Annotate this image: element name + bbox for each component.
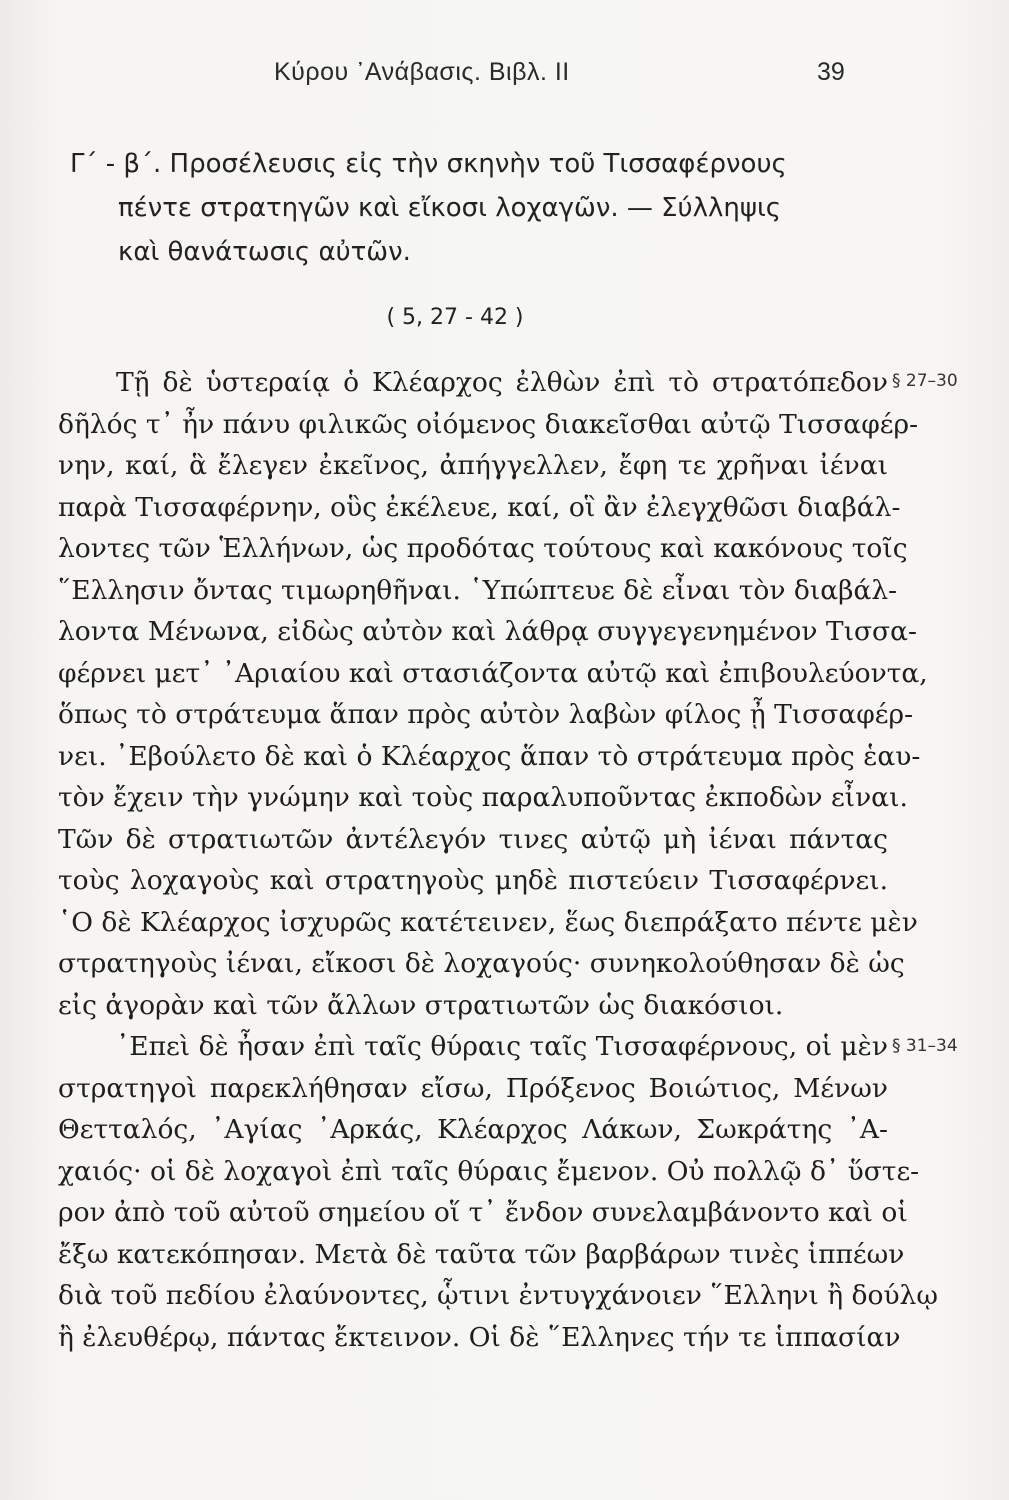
text-line: Τῶν δὲ στρατιωτῶν ἀντέλεγόν τινες αὐτῷ μὴ ἰέναι πάντας bbox=[58, 823, 888, 855]
text-line: ᾿Επεὶ δὲ ἦσαν ἐπὶ ταῖς θύραις ταῖς Τισσαφέρνους, οἱ μὲν bbox=[116, 1031, 888, 1062]
text-line: τὸν ἔχειν τὴν γνώμην καὶ τοὺς παραλυποῦντας ἐκποδὼν εἶναι. bbox=[58, 782, 908, 813]
text-line: Θετταλός, ᾿Αγίας ᾿Αρκάς, Κλέαρχος Λάκων, Σωκράτης ᾿Α- bbox=[58, 1114, 888, 1145]
text-line: χαιός· οἱ δὲ λοχαγοὶ ἐπὶ ταῖς θύραις ἔμενον. Οὐ πολλῷ δ᾿ ὕστε- bbox=[58, 1155, 920, 1187]
text-line: λοντα Μένωνα, εἰδὼς αὐτὸν καὶ λάθρᾳ συγγεγενημένον Τισσα- bbox=[58, 616, 917, 647]
passage-reference: ( 5, 27 - 42 ) bbox=[386, 305, 524, 330]
margin-section-note: § 31–34 bbox=[892, 1036, 958, 1056]
section-heading-line: πέντε στρατηγῶν καὶ εἴκοσι λοχαγῶν. — Σύλληψις bbox=[118, 193, 782, 223]
text-line: Τῇ δὲ ὑστεραίᾳ ὁ Κλέαρχος ἐλθὼν ἐπὶ τὸ στρατόπεδον bbox=[116, 367, 888, 398]
text-line: δῆλός τ᾿ ἦν πάνυ φιλικῶς οἰόμενος διακεῖσθαι αὐτῷ Τισσαφέρ- bbox=[58, 408, 919, 440]
text-line: ἢ ἐλευθέρῳ, πάντας ἔκτεινον. Οἱ δὲ ῞Ελληνες τήν τε ἱππασίαν bbox=[58, 1321, 901, 1353]
text-line: φέρνει μετ᾿ ᾿Αριαίου καὶ στασιάζοντα αὐτῷ καὶ ἐπιβουλεύοντα, bbox=[58, 657, 928, 689]
text-line: παρὰ Τισσαφέρνην, οὓς ἐκέλευε, καί, οἳ ἂν ἐλεγχθῶσι διαβάλ- bbox=[58, 491, 901, 523]
section-heading bbox=[70, 142, 900, 274]
text-line: ρον ἀπὸ τοῦ αὐτοῦ σημείου οἵ τ᾿ ἔνδον συνελαμβάνοντο καὶ οἱ bbox=[58, 1197, 908, 1228]
text-line: τοὺς λοχαγοὺς καὶ στρατηγοὺς μηδὲ πιστεύειν Τισσαφέρνει. bbox=[58, 865, 888, 896]
text-line: νει. ᾿Εβούλετο δὲ καὶ ὁ Κλέαρχος ἅπαν τὸ στράτευμα πρὸς ἑαυ- bbox=[58, 740, 921, 772]
text-line: ὅπως τὸ στράτευμα ἅπαν πρὸς αὐτὸν λαβὼν φίλος ᾖ Τισσαφέρ- bbox=[58, 699, 914, 730]
section-heading-line: καὶ θανάτωσις αὐτῶν. bbox=[118, 237, 411, 267]
text-line: ῾Ο δὲ Κλέαρχος ἰσχυρῶς κατέτεινεν, ἕως διεπράξατο πέντε μὲν bbox=[58, 906, 918, 938]
text-line: διὰ τοῦ πεδίου ἐλαύνοντες, ᾧτινι ἐντυγχάνοιεν ῞Ελληνι ἢ δούλῳ bbox=[58, 1280, 938, 1311]
text-line: λοντες τῶν Ἑλλήνων, ὡς προδότας τούτους καὶ κακόνους τοῖς bbox=[58, 533, 908, 564]
page-number: 39 bbox=[817, 58, 845, 86]
text-line: ἔξω κατεκόπησαν. Μετὰ δὲ ταῦτα τῶν βαρβάρων τινὲς ἱππέων bbox=[58, 1238, 905, 1270]
margin-section-note: § 27–30 bbox=[892, 371, 958, 391]
text-line: εἰς ἀγορὰν καὶ τῶν ἄλλων στρατιωτῶν ὡς διακόσιοι. bbox=[58, 989, 784, 1021]
text-line: στρατηγοὺς ἰέναι, εἴκοσι δὲ λοχαγούς· συνηκολούθησαν δὲ ὡς bbox=[58, 948, 905, 979]
text-line: νην, καί, ἃ ἔλεγεν ἐκεῖνος, ἀπήγγελλεν, ἔφη τε χρῆναι ἰέναι bbox=[58, 450, 888, 481]
text-line: ῞Ελλησιν ὄντας τιμωρηθῆναι. ῾Υπώπτευε δὲ εἶναι τὸν διαβάλ- bbox=[58, 574, 898, 606]
section-heading-line: Γ΄ - β΄. Προσέλευσις εἰς τὴν σκηνὴν τοῦ Τισσαφέρνους bbox=[70, 149, 787, 179]
running-head-title: Κύρου ᾿Ανάβασις. Βιβλ. ΙΙ bbox=[274, 58, 570, 86]
running-head bbox=[0, 58, 1009, 94]
text-line: στρατηγοὶ παρεκλήθησαν εἴσω, Πρόξενος Βοιώτιος, Μένων bbox=[58, 1072, 888, 1104]
